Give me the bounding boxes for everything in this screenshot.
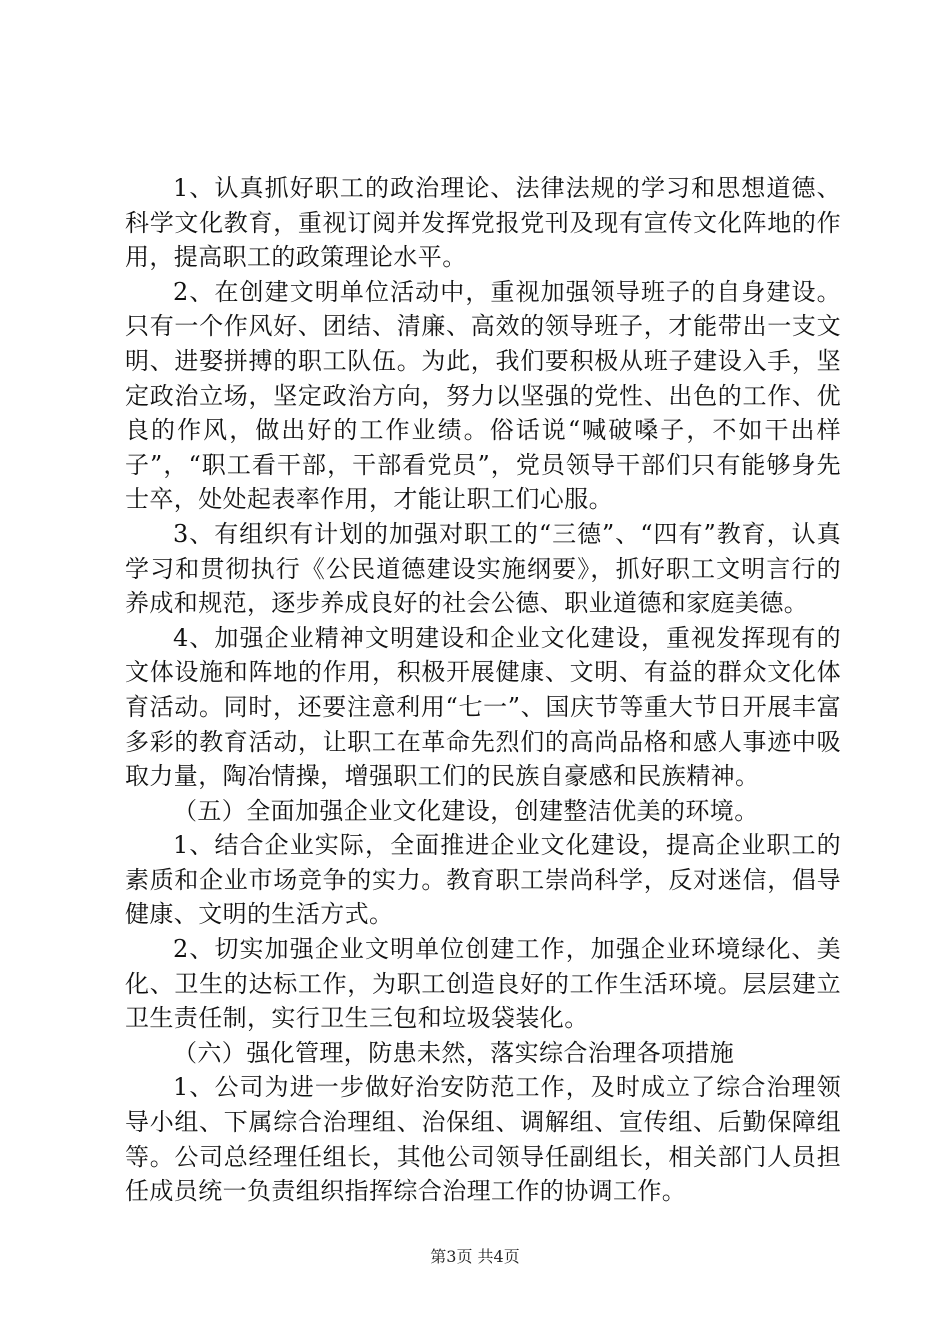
paragraph-2: 2、在创建文明单位活动中，重视加强领导班子的自身建设。只有一个作风好、团结、清廉、高效的领导班子，才能带出一支文明、进娶拼搏的职工队伍。为此，我们要积极从班子建设入手，坚定政治立场，坚定政治方向，努力以坚强的党性、出色的工作、优良的作风，做出好的工作业绩。俗话说“喊破嗓子，不如干出样子”，“职工看干部，干部看党员”，党员领导干部们只有能够身先士卒，处处起表率作用，才能让职工们心服。	[125, 277, 841, 514]
paragraph-3: 3、有组织有计划的加强对职工的“三德”、“四有”教育，认真学习和贯彻执行《公民道德建设实施纲要》，抓好职工文明言行的养成和规范，逐步养成良好的社会公德、职业道德和家庭美德。	[125, 519, 841, 618]
paragraph-5-1: 1、结合企业实际，全面推进企业文化建设，提高企业职工的素质和企业市场竞争的实力。教育职工崇尚科学，反对迷信，倡导健康、文明的生活方式。	[125, 831, 841, 929]
paragraph-5-2: 2、切实加强企业文明单位创建工作，加强企业环境绿化、美化、卫生的达标工作，为职工创造良好的工作生活环境。层层建立卫生责任制，实行卫生三包和垃圾袋装化。	[125, 935, 841, 1033]
section-heading-5: （五）全面加强企业文化建设，创建整洁优美的环境。	[173, 796, 759, 825]
paragraph-1: 1、认真抓好职工的政治理论、法律法规的学习和思想道德、科学文化教育，重视订阅并发挥党报党刊及现有宣传文化阵地的作用，提高职工的政策理论水平。	[125, 174, 841, 272]
paragraph-6-1: 1、公司为进一步做好治安防范工作，及时成立了综合治理领导小组、下属综合治理组、治保组、调解组、宣传组、后勤保障组等。公司总经理任组长，其他公司领导任副组长，相关部门人员担任成员统一负责组织指挥综合治理工作的协调工作。	[125, 1073, 841, 1206]
paragraph-4: 4、加强企业精神文明建设和企业文化建设，重视发挥现有的文体设施和阵地的作用，积极开展健康、文明、有益的群众文化体育活动。同时，还要注意利用“七一”、国庆节等重大节日开展丰富多彩的教育活动，让职工在革命先烈们的高尚品格和感人事迹中吸取力量，陶冶情操，增强职工们的民族自豪感和民族精神。	[125, 623, 841, 791]
section-heading-6: （六）强化管理，防患未然，落实综合治理各项措施	[173, 1038, 735, 1067]
document-body	[125, 171, 841, 1209]
page-footer: 第3页 共4页	[430, 1247, 520, 1266]
